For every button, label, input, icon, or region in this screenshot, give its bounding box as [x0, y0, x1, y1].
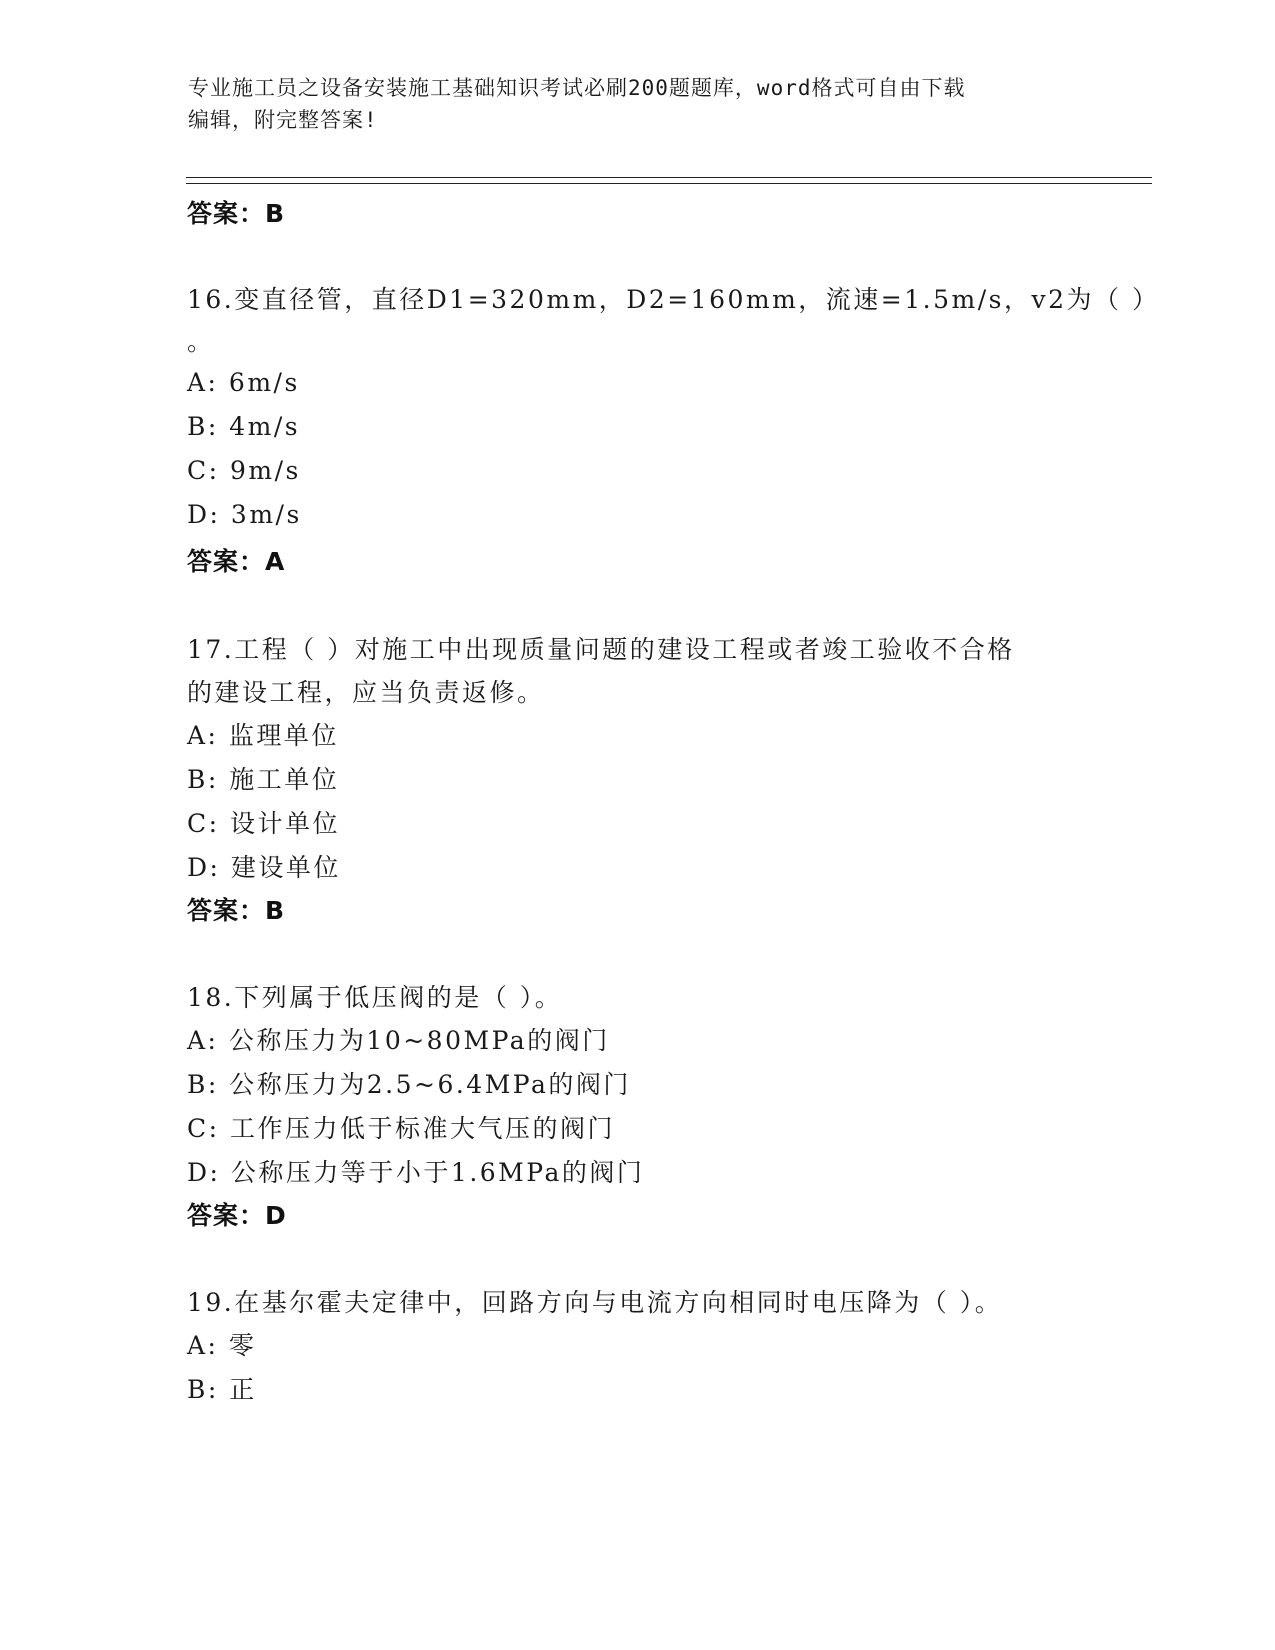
question-18-option-c: C: 工作压力低于标准大气压的阀门 [187, 1114, 615, 1143]
question-17-answer: 答案：B [187, 896, 286, 925]
question-17-stem-line-1: 17.工程（ ）对施工中出现质量问题的建设工程或者竣工验收不合格 [187, 635, 1015, 664]
question-18-answer: 答案：D [187, 1201, 287, 1230]
question-19-stem: 19.在基尔霍夫定律中，回路方向与电流方向相同时电压降为（ ）。 [187, 1288, 1003, 1317]
question-17-option-d: D: 建设单位 [187, 853, 341, 882]
header-line-1: 专业施工员之设备安装施工基础知识考试必刷200题题库，word格式可自由下载 [188, 76, 966, 100]
header-line-2: 编辑，附完整答案! [188, 108, 378, 132]
question-17-option-c: C: 设计单位 [187, 809, 340, 838]
question-16-option-d: D: 3m/s [187, 500, 302, 529]
question-17-option-b: B: 施工单位 [187, 765, 340, 794]
question-16-option-a: A: 6m/s [187, 368, 300, 397]
question-18-option-a: A: 公称压力为10~80MPa的阀门 [187, 1026, 610, 1055]
question-16-stem-line-2: 。 [187, 327, 215, 356]
question-18-option-d: D: 公称压力等于小于1.6MPa的阀门 [187, 1158, 645, 1187]
previous-answer: 答案：B [187, 199, 286, 228]
header-divider-top [186, 177, 1152, 178]
question-16-option-b: B: 4m/s [187, 412, 301, 441]
question-17-stem-line-2: 的建设工程，应当负责返修。 [187, 678, 545, 707]
question-17-option-a: A: 监理单位 [187, 721, 339, 750]
question-16-answer: 答案：A [187, 547, 286, 576]
document-header [188, 72, 1088, 136]
question-18-stem: 18.下列属于低压阀的是（ ）。 [187, 983, 563, 1012]
question-18-option-b: B: 公称压力为2.5~6.4MPa的阀门 [187, 1070, 631, 1099]
question-19-option-a: A: 零 [187, 1331, 257, 1360]
question-19-option-b: B: 正 [187, 1375, 257, 1404]
header-divider-bottom [186, 183, 1152, 184]
question-16-stem-line-1: 16.变直径管，直径D1=320mm，D2=160mm，流速=1.5m/s，v2为（ ） [187, 285, 1160, 314]
question-16-option-c: C: 9m/s [187, 456, 301, 485]
